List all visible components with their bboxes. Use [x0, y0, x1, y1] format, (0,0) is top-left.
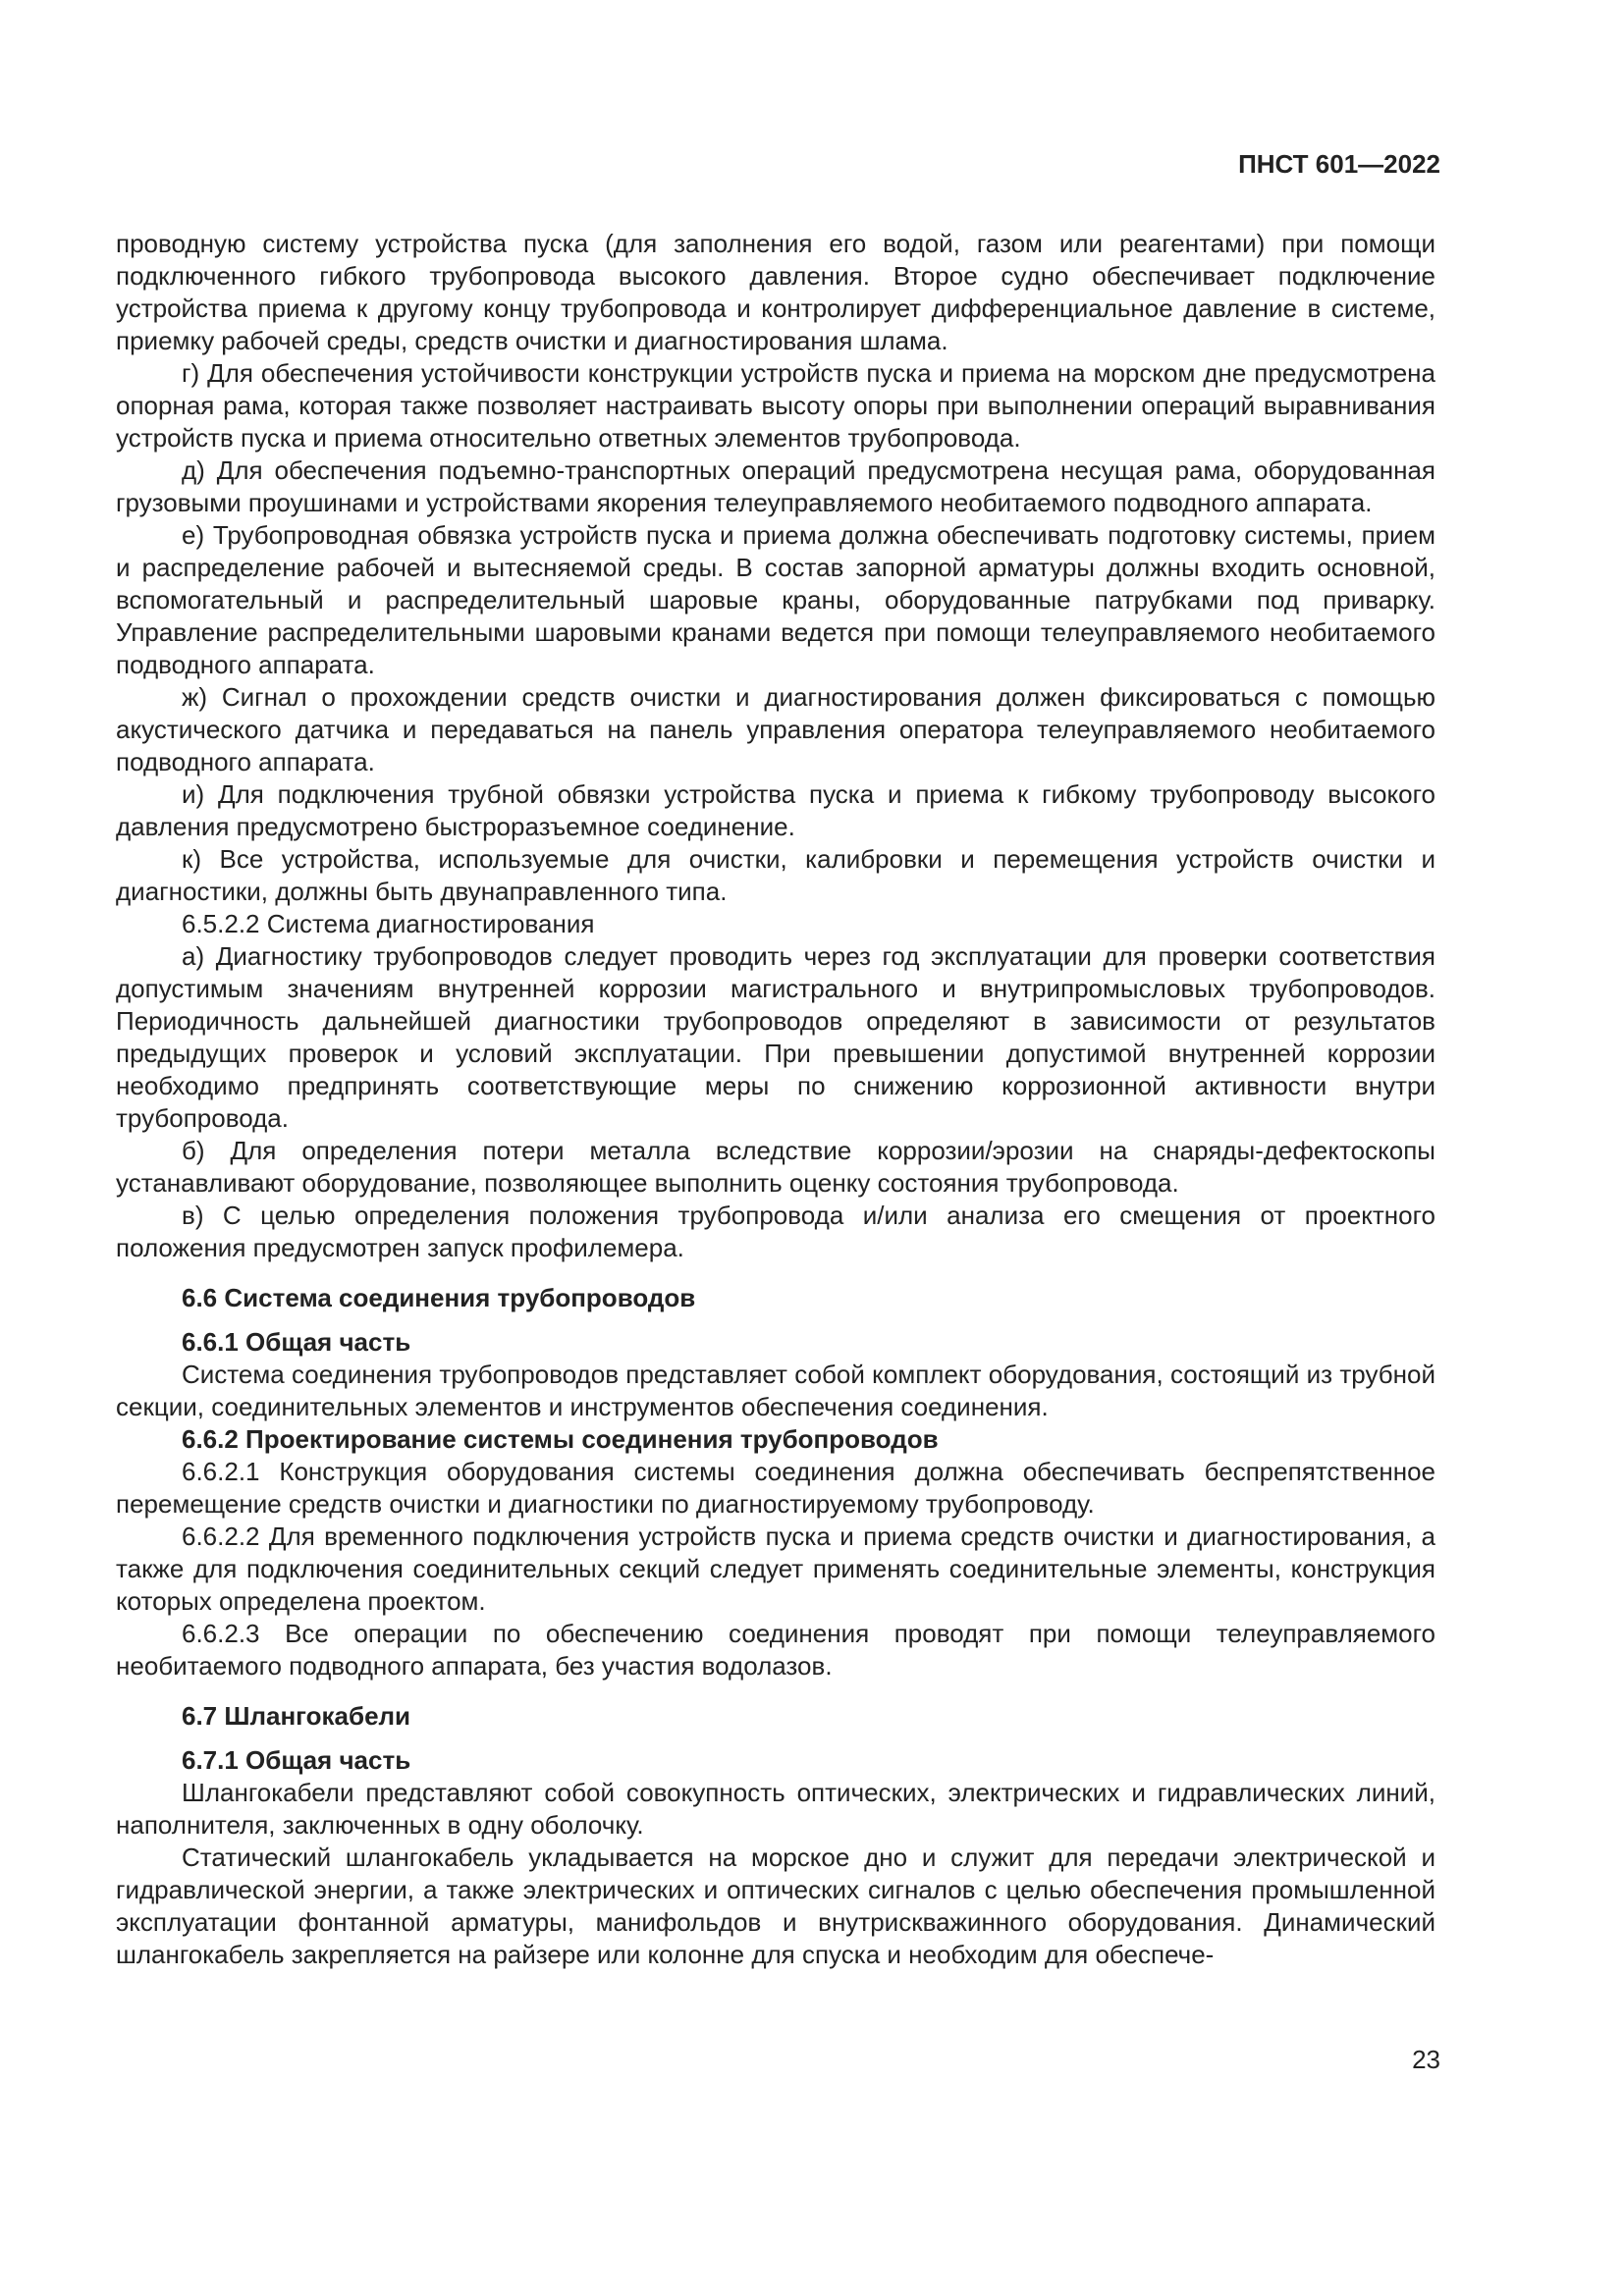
paragraph-item-e: е) Трубопроводная обвязка устройств пуска и приема должна обеспечивать подготовку системы, прием и распределение рабочей и вытесняемой среды. В состав запорной арматуры должны входить основной, вспомогательный и распределительный шаровые краны, оборудованные патрубками под приварку. Управление распределительными шаровыми кранами ведется при помощи телеуправляемого необитаемого подводного аппарата.: [116, 520, 1435, 679]
paragraph-item-i: и) Для подключения трубной обвязки устройства пуска и приема к гибкому трубопроводу высокого давления предусмотрено быстроразъемное соединение.: [116, 779, 1435, 841]
paragraph-6-7-1-b: Статический шлангокабель укладывается на морское дно и служит для передачи электрической и гидравлической энергии, а также электрических и оптических сигналов с целью обеспечения промышленной эксплуатации фонтанной арматуры, манифольдов и внутрискважинного оборудования. Динамический шлангокабель закрепляется на райзере или колонне для спуска и необходим для обеспече-: [116, 1842, 1435, 1969]
paragraph-item-b: б) Для определения потери металла вследствие коррозии/эрозии на снаряды-дефектоскопы устанавливают оборудование, позволяющее выполнить оценку состояния трубопровода.: [116, 1136, 1435, 1198]
paragraph-6-7-1-a: Шлангокабели представляют собой совокупность оптических, электрических и гидравлических линий, наполнителя, заключенных в одну оболочку.: [116, 1778, 1435, 1840]
section-heading-6-6: 6.6 Система соединения трубопроводов: [182, 1283, 696, 1312]
paragraph-item-g: г) Для обеспечения устойчивости конструкции устройств пуска и приема на морском дне предусмотрена опорная рама, которая также позволяет настраивать высоту опоры при выполнении операций выравнивания устройств пуска и приема относительно ответных элементов трубопровода.: [116, 358, 1435, 453]
subsection-heading-6-7-1: 6.7.1 Общая часть: [182, 1745, 411, 1775]
subsection-heading-6-6-1: 6.6.1 Общая часть: [182, 1327, 411, 1357]
paragraph-6-6-1: Система соединения трубопроводов представляет собой комплект оборудования, состоящий из трубной секции, соединительных элементов и инструментов обеспечения соединения.: [116, 1360, 1435, 1421]
paragraph-item-k: к) Все устройства, используемые для очистки, калибровки и перемещения устройств очистки и диагностики, должны быть двунаправленного типа.: [116, 844, 1435, 906]
section-heading-6-7: 6.7 Шлангокабели: [182, 1701, 411, 1731]
paragraph-item-zh: ж) Сигнал о прохождении средств очистки и диагностирования должен фиксироваться с помощью акустического датчика и передаваться на панель управления оператора телеуправляемого необитаемого подводного аппарата.: [116, 682, 1435, 776]
paragraph-item-v: в) С целью определения положения трубопровода и/или анализа его смещения от проектного положения предусмотрен запуск профилемера.: [116, 1201, 1435, 1262]
paragraph-continuation: проводную систему устройства пуска (для заполнения его водой, газом или реагентами) при помощи подключенного гибкого трубопровода высокого давления. Второе судно обеспечивает подключение устройства приема к другому концу трубопровода и контролирует дифференциальное давление в системе, приемку рабочей среды, средств очистки и диагностирования шлама.: [116, 229, 1435, 355]
paragraph-6-6-2-1: 6.6.2.1 Конструкция оборудования системы соединения должна обеспечивать беспрепятственное перемещение средств очистки и диагностики по диагностируемому трубопроводу.: [116, 1457, 1435, 1519]
paragraph-6-6-2-3: 6.6.2.3 Все операции по обеспечению соединения проводят при помощи телеуправляемого необитаемого подводного аппарата, без участия водолазов.: [116, 1619, 1435, 1681]
page-number: 23: [1412, 2045, 1440, 2074]
subsection-heading-6-6-2: 6.6.2 Проектирование системы соединения трубопроводов: [182, 1424, 939, 1454]
paragraph-6-6-2-2: 6.6.2.2 Для временного подключения устройств пуска и приема средств очистки и диагностирования, а также для подключения соединительных секций следует применять соединительные элементы, конструкция которых определена проектом.: [116, 1522, 1435, 1616]
paragraph-item-a: а) Диагностику трубопроводов следует проводить через год эксплуатации для проверки соответствия допустимым значениям внутренней коррозии магистрального и внутрипромысловых трубопроводов. Периодичность дальнейшей диагностики трубопроводов определяют в зависимости от результатов предыдущих проверок и условий эксплуатации. При превышении допустимой внутренней коррозии необходимо предпринять соответствующие меры по снижению коррозионной активности внутри трубопровода.: [116, 941, 1435, 1133]
paragraph-item-d: д) Для обеспечения подъемно-транспортных операций предусмотрена несущая рама, оборудованная грузовыми проушинами и устройствами якорения телеуправляемого необитаемого подводного аппарата.: [116, 455, 1435, 517]
document-code-header: ПНСТ 601—2022: [1238, 149, 1440, 179]
subsection-title-6-5-2-2: 6.5.2.2 Система диагностирования: [182, 909, 595, 938]
document-body: [116, 228, 1435, 1971]
